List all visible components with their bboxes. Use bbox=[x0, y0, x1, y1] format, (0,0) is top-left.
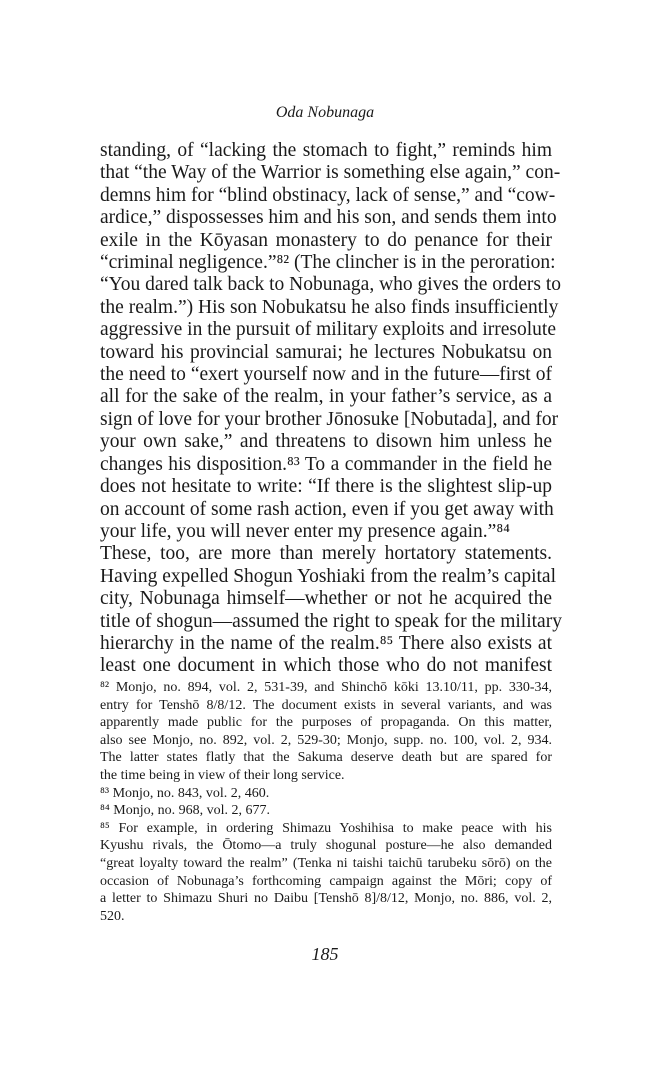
body-line: title of shogun—assumed the right to speak for the military bbox=[100, 610, 562, 632]
body-line: city, Nobunaga himself—whether or not he acquired the bbox=[100, 588, 552, 610]
body-line: the realm.”) His son Nobukatsu he also finds insufficiently bbox=[100, 296, 559, 318]
body-line: does not hesitate to write: “If there is the slightest slip-up bbox=[100, 476, 552, 498]
body-line: sign of love for your brother Jōnosuke [Nobutada], and for bbox=[100, 408, 559, 430]
footnote-line: ⁸³ Monjo, no. 843, vol. 2, 460. bbox=[100, 785, 270, 801]
body-line: your own sake,” and threatens to disown him unless he bbox=[100, 431, 552, 453]
body-line: “criminal negligence.”⁸² (The clincher is in the peroration: bbox=[100, 252, 556, 274]
body-line: all for the sake of the realm, in your father’s service, as a bbox=[100, 386, 552, 408]
body-line: changes his disposition.⁸³ To a commander in the field he bbox=[100, 453, 552, 475]
body-line: “You dared talk back to Nobunaga, who gives the orders to bbox=[100, 274, 562, 296]
body-line: toward his provincial samurai; he lectures Nobukatsu on bbox=[100, 341, 552, 363]
footnote-line: ⁸⁵ For example, in ordering Shimazu Yoshihisa to make peace with his bbox=[100, 820, 552, 836]
body-line: These, too, are more than merely hortatory statements. bbox=[100, 543, 552, 565]
body-line: aggressive in the pursuit of military exploits and irresolute bbox=[100, 319, 556, 341]
body-line: Having expelled Shogun Yoshiaki from the realm’s capital bbox=[100, 565, 557, 587]
footnote-line: Kyushu rivals, the Ōtomo—a truly shogunal posture—he also demanded bbox=[100, 838, 552, 854]
body-line: least one document in which those who do not manifest bbox=[100, 655, 552, 677]
body-line: your life, you will never enter my presence again.”⁸⁴ bbox=[100, 520, 510, 542]
footnote-line: also see Monjo, no. 892, vol. 2, 529-30; Monjo, supp. no. 100, vol. 2, 934. bbox=[100, 732, 552, 748]
footnote-line: ⁸² Monjo, no. 894, vol. 2, 531-39, and Shinchō kōki 13.10/11, pp. 330-34, bbox=[100, 680, 552, 695]
body-line: the need to “exert yourself now and in the future—first of bbox=[100, 364, 552, 386]
body-line: standing, of “lacking the stomach to fight,” reminds him bbox=[100, 140, 552, 161]
footnote-line: apparently made public for the purposes of propaganda. On this matter, bbox=[100, 715, 552, 731]
footnote-line: The latter states flatly that the Sakuma deserve death but are spared for bbox=[100, 750, 552, 766]
footnote-line: ⁸⁴ Monjo, no. 968, vol. 2, 677. bbox=[100, 803, 270, 819]
footnote-line: occasion of Nobunaga’s forthcoming campaign against the Mōri; copy of bbox=[100, 873, 552, 889]
body-line: hierarchy in the name of the realm.⁸⁵ There also exists at bbox=[100, 632, 552, 654]
body-line: exile in the Kōyasan monastery to do penance for their bbox=[100, 229, 552, 251]
footnote-line: entry for Tenshō 8/8/12. The document exists in several variants, and was bbox=[100, 697, 552, 713]
body-line: demns him for “blind obstinacy, lack of sense,” and “cow- bbox=[100, 184, 556, 206]
page-number: 185 bbox=[311, 944, 339, 964]
body-line: on account of some rash action, even if you get away with bbox=[100, 498, 554, 520]
footnote-line: “great loyalty toward the realm” (Tenka ni taishi taichū tarubeku sōrō) on the bbox=[100, 855, 552, 871]
footnote-line: 520. bbox=[100, 908, 125, 924]
footnote-line: a letter to Shimazu Shuri no Daibu [Tenshō 8]/8/12, Monjo, no. 886, vol. 2, bbox=[100, 891, 552, 907]
running-head: Oda Nobunaga bbox=[275, 104, 375, 121]
body-text bbox=[100, 140, 562, 678]
footnotes bbox=[100, 679, 552, 925]
body-line: ardice,” dispossesses him and his son, and sends them into bbox=[100, 207, 557, 229]
footnote-line: the time being in view of their long service. bbox=[100, 767, 345, 783]
body-line: that “the Way of the Warrior is something else again,” con- bbox=[100, 162, 561, 184]
